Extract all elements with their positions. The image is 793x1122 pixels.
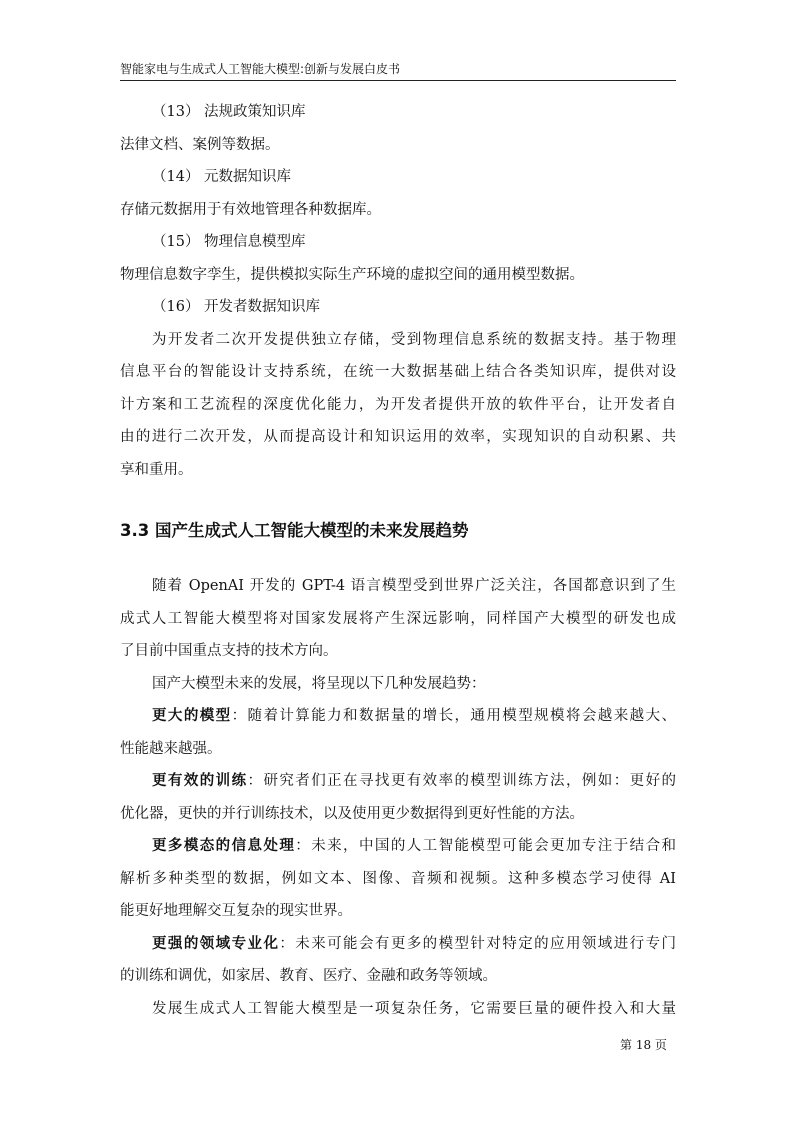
trend-text: ：随着计算能力和数据量的增长，通用模型规模将会越来越大、 bbox=[231, 708, 676, 724]
item-heading: （14） 元数据知识库 bbox=[152, 169, 292, 185]
trend-text: ：研究者们正在寻找更有效率的模型训练方法，例如：更好的 bbox=[247, 773, 676, 789]
trend-line: 能更好地理解交互复杂的现实世界。 bbox=[120, 903, 352, 919]
paragraph-line: 为开发者二次开发提供独立存储，受到物理信息系统的数据支持。基于物理 bbox=[152, 331, 676, 348]
trend-line: 解析多种类型的数据，例如文本、图像、音频和视频。这种多模态学习使得 AI bbox=[120, 870, 676, 887]
trend-term: 更多模态的信息处理 bbox=[152, 838, 296, 854]
trend-term: 更大的模型 bbox=[152, 708, 232, 724]
paragraph-line: 发展生成式人工智能大模型是一项复杂任务，它需要巨量的硬件投入和大量 bbox=[152, 1000, 676, 1017]
item-text: 存储元数据用于有效地管理各种数据库。 bbox=[120, 201, 381, 218]
trend-line: 的训练和调优，如家居、教育、医疗、金融和政务等领域。 bbox=[120, 968, 497, 984]
paragraph-line: 信息平台的智能设计支持系统，在统一大数据基础上结合各类知识库，提供对设 bbox=[120, 364, 676, 380]
paragraph-line: 由的进行二次开发，从而提高设计和知识运用的效率，实现知识的自动积累、共 bbox=[120, 429, 676, 445]
trend-line bbox=[120, 765, 676, 798]
header-rule bbox=[120, 80, 676, 81]
trend-line bbox=[120, 830, 676, 863]
paragraph-line: 享和重用。 bbox=[120, 461, 193, 478]
paragraph-line: 国产大模型未来的发展，将呈现以下几种发展趋势： bbox=[152, 675, 486, 692]
trend-term: 更有效的训练 bbox=[152, 773, 248, 789]
running-header: 智能家电与生成式人工智能大模型:创新与发展白皮书 bbox=[120, 62, 401, 76]
trend-line: 优化器，更快的并行训练技术，以及使用更少数据得到更好性能的方法。 bbox=[120, 805, 584, 822]
paragraph-line: 成式人工智能大模型将对国家发展将产生深远影响，同样国产大模型的研发也成 bbox=[120, 610, 676, 627]
paragraph-line: 了目前中国重点支持的技术方向。 bbox=[120, 643, 338, 659]
page-content bbox=[120, 96, 676, 1025]
item-text: 物理信息数字孪生，提供模拟实际生产环境的虚拟空间的通用模型数据。 bbox=[120, 266, 584, 283]
paragraph-line: 随着 OpenAI 开发的 GPT-4 语言模型受到世界广泛关注，各国都意识到了生 bbox=[152, 578, 676, 594]
trend-term: 更强的领域专业化 bbox=[152, 935, 280, 952]
trend-line bbox=[120, 928, 676, 961]
item-heading: （13） 法规政策知识库 bbox=[152, 104, 306, 120]
item-heading: （16） 开发者数据知识库 bbox=[152, 299, 321, 315]
trend-text: ：未来可能会有更多的模型针对特定的应用领域进行专门 bbox=[279, 935, 676, 952]
trend-line: 性能越来越强。 bbox=[120, 740, 222, 757]
paragraph-line: 计方案和工艺流程的深度优化能力，为开发者提供开放的软件平台，让开发者自 bbox=[120, 396, 676, 413]
section-heading: 3.3 国产生成式人工智能大模型的未来发展趋势 bbox=[120, 521, 469, 540]
item-text: 法律文档、案例等数据。 bbox=[120, 136, 280, 153]
item-heading: （15） 物理信息模型库 bbox=[152, 234, 306, 250]
page-number: 第 18 页 bbox=[620, 1038, 667, 1052]
trend-line bbox=[120, 700, 676, 733]
trend-text: ：未来，中国的人工智能模型可能会更加专注于结合和 bbox=[295, 838, 676, 854]
